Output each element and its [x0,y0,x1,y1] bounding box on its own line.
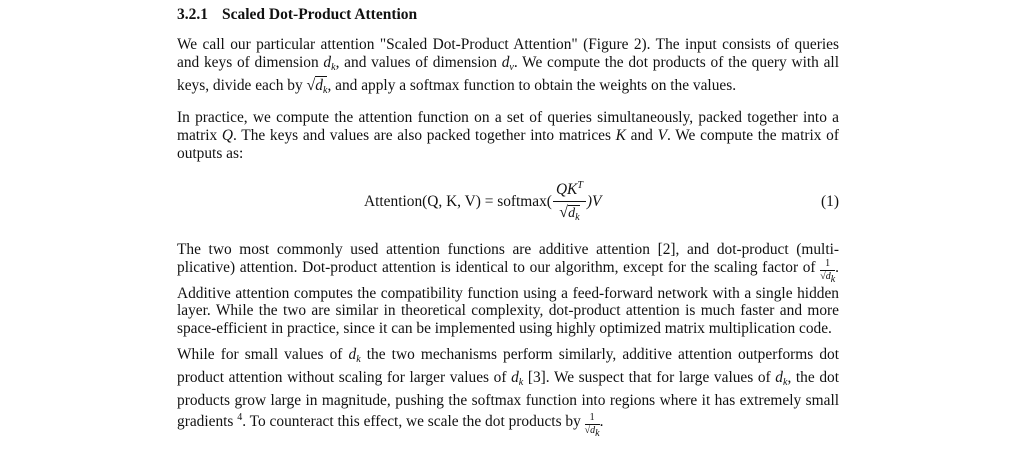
paragraph-scaling [177,346,839,439]
section-title: Scaled Dot-Product Attention [222,6,418,23]
p1-text-d: , and apply a softmax function to obtain the weights on the values. [327,76,737,94]
math-dk: $d_k$ [323,53,336,73]
equation-number: (1) [821,192,839,210]
p4-text-f: . [599,413,604,431]
paper-page [177,5,839,439]
paragraph-comparison [177,241,839,338]
p2-text-c: and [625,127,658,145]
equation-close: )V [586,192,602,210]
math-dv: $d_v$ [501,53,514,73]
p2-text-d: . We compute the matrix of outputs as: [177,127,839,162]
section-heading [177,5,839,24]
math-dk: $d_k$ [348,345,361,365]
equation-denominator: $√d_k$ [559,204,580,224]
p2-text-a: In practice, we compute the attention function on a set of queries simultaneously, packed together into a matrix [177,109,839,145]
math-V: V [657,127,667,145]
p3-text-a: The two most commonly used attention functions are additive attention [2], and dot-product (multi-plicative) attention. Dot-product attention is identical to our algorithm, except for the scaling factor of [177,240,839,276]
math-Q: Q [221,127,234,145]
paragraph-intro [177,36,839,99]
p3-text-b: . Additive attention computes the compatibility function using a feed-forward network with a single hidden layer. While the two are similar in theoretical complexity, dot-product attention is much faster and more space-efficient in practice, since it can be implemented using highly optimized matrix multiplication code. [177,258,839,338]
math-dk: $d_k$ [511,368,524,388]
p1-text-b: , and values of dimension [335,53,502,71]
p4-text-d: , the dot products grow large in magnitude, pushing the softmax function into regions where it has extremely small gradients [177,368,839,431]
equation-numerator: $QK^T$ [553,180,586,202]
math-K: K [615,127,626,145]
p1-text-a: We call our particular attention "Scaled Dot-Product Attention" (Figure 2). The input consists of queries and keys of dimension [177,36,839,71]
p2-text-b: . The keys and values are also packed together into matrices [233,127,616,145]
p4-text-e: . To counteract this effect, we scale the dot products by [242,413,585,431]
paragraph-matrix [177,109,839,162]
p1-text-c: . We compute the dot products of the query with all keys, divide each by [177,53,839,94]
p4-text-a: While for small values of [177,345,349,363]
math-dk: $d_k$ [775,368,788,388]
math-inv-sqrt-dk: $\frac{1}{√dk}$ [584,412,600,440]
section-number: 3.2.1 [177,6,208,23]
footnote-marker[interactable]: 4 [237,412,243,424]
p4-text-c: [3]. We suspect that for large values of [523,368,776,386]
math-sqrt-dk: $√d_k$ [306,76,328,96]
equation-attention [177,177,839,227]
equation-body [364,177,601,227]
equation-fraction [553,180,586,223]
equation-lhs: Attention(Q, K, V) = softmax( [364,192,552,210]
math-inv-sqrt-dk: $\frac{1}{√dk}$ [820,257,836,285]
p4-text-b: the two mechanisms perform similarly, additive attention outperforms dot product attention without scaling for larger values of [177,345,839,386]
